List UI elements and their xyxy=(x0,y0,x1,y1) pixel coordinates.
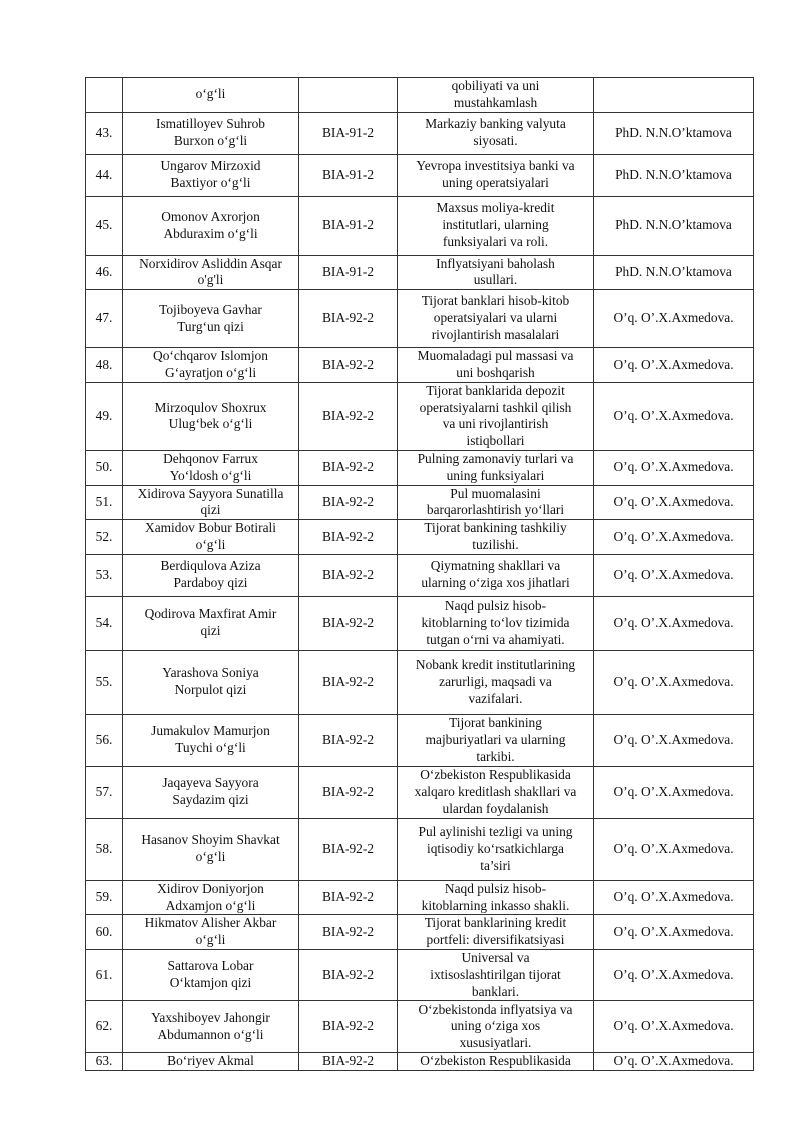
table-row xyxy=(86,78,754,113)
student-name: Jaqayeva Sayyora Saydazim qizi xyxy=(123,766,299,818)
students-topics-table xyxy=(85,77,754,1071)
table-row xyxy=(86,450,754,485)
group-code: BIA-91-2 xyxy=(299,196,398,255)
student-name: Dehqonov Farrux Yo‘ldosh o‘g‘li xyxy=(123,450,299,485)
row-number: 51. xyxy=(86,485,123,520)
row-number: 46. xyxy=(86,255,123,290)
table-row xyxy=(86,112,754,154)
advisor-name: PhD. N.N.O’ktamova xyxy=(594,112,754,154)
group-code: BIA-92-2 xyxy=(299,650,398,714)
row-number: 57. xyxy=(86,766,123,818)
group-code: BIA-91-2 xyxy=(299,255,398,290)
group-code: BIA-92-2 xyxy=(299,1001,398,1053)
group-code: BIA-92-2 xyxy=(299,1053,398,1071)
row-number: 48. xyxy=(86,348,123,383)
table-row xyxy=(86,949,754,1000)
advisor-name: O’q. O’.X.Axmedova. xyxy=(594,949,754,1000)
row-number: 50. xyxy=(86,450,123,485)
advisor-name: PhD. N.N.O’ktamova xyxy=(594,196,754,255)
advisor-name: O’q. O’.X.Axmedova. xyxy=(594,880,754,915)
row-number: 52. xyxy=(86,520,123,555)
table-row xyxy=(86,1001,754,1053)
table-row xyxy=(86,818,754,880)
student-name: Norxidirov Asliddin Asqar o'g'li xyxy=(123,255,299,290)
thesis-topic: Pul aylinishi tezligi va uning iqtisodiy ko‘rsatkichlarga ta’siri xyxy=(398,818,594,880)
group-code: BIA-92-2 xyxy=(299,766,398,818)
student-name: Ungarov Mirzoxid Baxtiyor o‘g‘li xyxy=(123,154,299,196)
row-number: 56. xyxy=(86,714,123,766)
thesis-topic: Tijorat banklari hisob-kitob operatsiyalari va ularni rivojlantirish masalalari xyxy=(398,290,594,348)
advisor-name: O’q. O’.X.Axmedova. xyxy=(594,714,754,766)
student-name: Qodirova Maxfirat Amir qizi xyxy=(123,596,299,650)
table-row xyxy=(86,1053,754,1071)
advisor-name: O’q. O’.X.Axmedova. xyxy=(594,818,754,880)
group-code xyxy=(299,78,398,113)
table-row xyxy=(86,915,754,950)
table-row xyxy=(86,290,754,348)
advisor-name: PhD. N.N.O’ktamova xyxy=(594,154,754,196)
thesis-topic: qobiliyati va uni mustahkamlash xyxy=(398,78,594,113)
thesis-topic: Pulning zamonaviy turlari va uning funksiyalari xyxy=(398,450,594,485)
advisor-name: O’q. O’.X.Axmedova. xyxy=(594,766,754,818)
thesis-topic: Naqd pulsiz hisob- kitoblarning inkasso shakli. xyxy=(398,880,594,915)
table-row xyxy=(86,196,754,255)
thesis-topic: Tijorat banklarining kredit portfeli: diversifikatsiyasi xyxy=(398,915,594,950)
thesis-topic: Naqd pulsiz hisob- kitoblarning to‘lov tizimida tutgan o‘rni va ahamiyati. xyxy=(398,596,594,650)
thesis-topic: Markaziy banking valyuta siyosati. xyxy=(398,112,594,154)
group-code: BIA-92-2 xyxy=(299,554,398,596)
group-code: BIA-92-2 xyxy=(299,348,398,383)
group-code: BIA-92-2 xyxy=(299,520,398,555)
advisor-name: O’q. O’.X.Axmedova. xyxy=(594,554,754,596)
student-name: Xidirova Sayyora Sunatilla qizi xyxy=(123,485,299,520)
group-code: BIA-92-2 xyxy=(299,949,398,1000)
advisor-name: PhD. N.N.O’ktamova xyxy=(594,255,754,290)
group-code: BIA-91-2 xyxy=(299,112,398,154)
advisor-name: O’q. O’.X.Axmedova. xyxy=(594,1053,754,1071)
student-name: Jumakulov Mamurjon Tuychi o‘g‘li xyxy=(123,714,299,766)
student-name: Hikmatov Alisher Akbar o‘g‘li xyxy=(123,915,299,950)
thesis-topic: Universal va ixtisoslashtirilgan tijorat banklari. xyxy=(398,949,594,1000)
table-row xyxy=(86,714,754,766)
student-name: Ismatilloyev Suhrob Burxon o‘g‘li xyxy=(123,112,299,154)
thesis-topic: Maxsus moliya-kredit institutlari, ularning funksiyalari va roli. xyxy=(398,196,594,255)
thesis-topic: Inflyatsiyani baholash usullari. xyxy=(398,255,594,290)
student-name: Yarashova Soniya Norpulot qizi xyxy=(123,650,299,714)
table-row xyxy=(86,485,754,520)
row-number: 43. xyxy=(86,112,123,154)
row-number: 45. xyxy=(86,196,123,255)
thesis-topic: Pul muomalasini barqarorlashtirish yo‘llari xyxy=(398,485,594,520)
advisor-name: O’q. O’.X.Axmedova. xyxy=(594,485,754,520)
student-name: Mirzoqulov Shoxrux Ulug‘bek o‘g‘li xyxy=(123,382,299,450)
group-code: BIA-92-2 xyxy=(299,596,398,650)
student-name: Sattarova Lobar O‘ktamjon qizi xyxy=(123,949,299,1000)
advisor-name xyxy=(594,78,754,113)
row-number: 63. xyxy=(86,1053,123,1071)
group-code: BIA-92-2 xyxy=(299,714,398,766)
thesis-topic: O‘zbekiston Respublikasida xyxy=(398,1053,594,1071)
row-number: 59. xyxy=(86,880,123,915)
table-row xyxy=(86,766,754,818)
table-row xyxy=(86,650,754,714)
row-number xyxy=(86,78,123,113)
group-code: BIA-92-2 xyxy=(299,915,398,950)
group-code: BIA-92-2 xyxy=(299,382,398,450)
student-name: Hasanov Shoyim Shavkat o‘g‘li xyxy=(123,818,299,880)
advisor-name: O’q. O’.X.Axmedova. xyxy=(594,290,754,348)
advisor-name: O’q. O’.X.Axmedova. xyxy=(594,348,754,383)
group-code: BIA-92-2 xyxy=(299,290,398,348)
thesis-topic: Nobank kredit institutlarining zarurligi, maqsadi va vazifalari. xyxy=(398,650,594,714)
table-row xyxy=(86,382,754,450)
advisor-name: O’q. O’.X.Axmedova. xyxy=(594,915,754,950)
row-number: 62. xyxy=(86,1001,123,1053)
table-row xyxy=(86,520,754,555)
table-row xyxy=(86,596,754,650)
student-name: Tojiboyeva Gavhar Turg‘un qizi xyxy=(123,290,299,348)
table-row xyxy=(86,154,754,196)
group-code: BIA-92-2 xyxy=(299,450,398,485)
advisor-name: O’q. O’.X.Axmedova. xyxy=(594,450,754,485)
advisor-name: O’q. O’.X.Axmedova. xyxy=(594,650,754,714)
row-number: 54. xyxy=(86,596,123,650)
thesis-topic: Qiymatning shakllari va ularning o‘ziga xos jihatlari xyxy=(398,554,594,596)
student-name: Qo‘chqarov Islomjon G‘ayratjon o‘g‘li xyxy=(123,348,299,383)
row-number: 47. xyxy=(86,290,123,348)
thesis-topic: O‘zbekiston Respublikasida xalqaro kreditlash shakllari va ulardan foydalanish xyxy=(398,766,594,818)
student-name: Yaxshiboyev Jahongir Abdumannon o‘g‘li xyxy=(123,1001,299,1053)
thesis-topic: Tijorat banklarida depozit operatsiyalarni tashkil qilish va uni rivojlantirish istiqbollari xyxy=(398,382,594,450)
student-name: Xamidov Bobur Botirali o‘g‘li xyxy=(123,520,299,555)
row-number: 49. xyxy=(86,382,123,450)
table-row xyxy=(86,554,754,596)
advisor-name: O’q. O’.X.Axmedova. xyxy=(594,382,754,450)
advisor-name: O’q. O’.X.Axmedova. xyxy=(594,520,754,555)
thesis-topic: Tijorat bankining tashkiliy tuzilishi. xyxy=(398,520,594,555)
group-code: BIA-92-2 xyxy=(299,485,398,520)
advisor-name: O’q. O’.X.Axmedova. xyxy=(594,1001,754,1053)
advisor-name: O’q. O’.X.Axmedova. xyxy=(594,596,754,650)
student-name: Omonov Axrorjon Abduraxim o‘g‘li xyxy=(123,196,299,255)
row-number: 60. xyxy=(86,915,123,950)
thesis-topic: Yevropa investitsiya banki va uning operatsiyalari xyxy=(398,154,594,196)
table-row xyxy=(86,255,754,290)
thesis-topic: Tijorat bankining majburiyatlari va ularning tarkibi. xyxy=(398,714,594,766)
student-name: o‘g‘li xyxy=(123,78,299,113)
table-row xyxy=(86,880,754,915)
thesis-topic: O‘zbekistonda inflyatsiya va uning o‘ziga xos xususiyatlari. xyxy=(398,1001,594,1053)
student-name: Berdiqulova Aziza Pardaboy qizi xyxy=(123,554,299,596)
row-number: 58. xyxy=(86,818,123,880)
group-code: BIA-92-2 xyxy=(299,818,398,880)
row-number: 55. xyxy=(86,650,123,714)
table-body xyxy=(86,78,754,1071)
group-code: BIA-92-2 xyxy=(299,880,398,915)
table-row xyxy=(86,348,754,383)
student-name: Xidirov Doniyorjon Adxamjon o‘g‘li xyxy=(123,880,299,915)
row-number: 61. xyxy=(86,949,123,1000)
thesis-topic: Muomaladagi pul massasi va uni boshqarish xyxy=(398,348,594,383)
row-number: 44. xyxy=(86,154,123,196)
group-code: BIA-91-2 xyxy=(299,154,398,196)
student-name: Bo‘riyev Akmal xyxy=(123,1053,299,1071)
row-number: 53. xyxy=(86,554,123,596)
